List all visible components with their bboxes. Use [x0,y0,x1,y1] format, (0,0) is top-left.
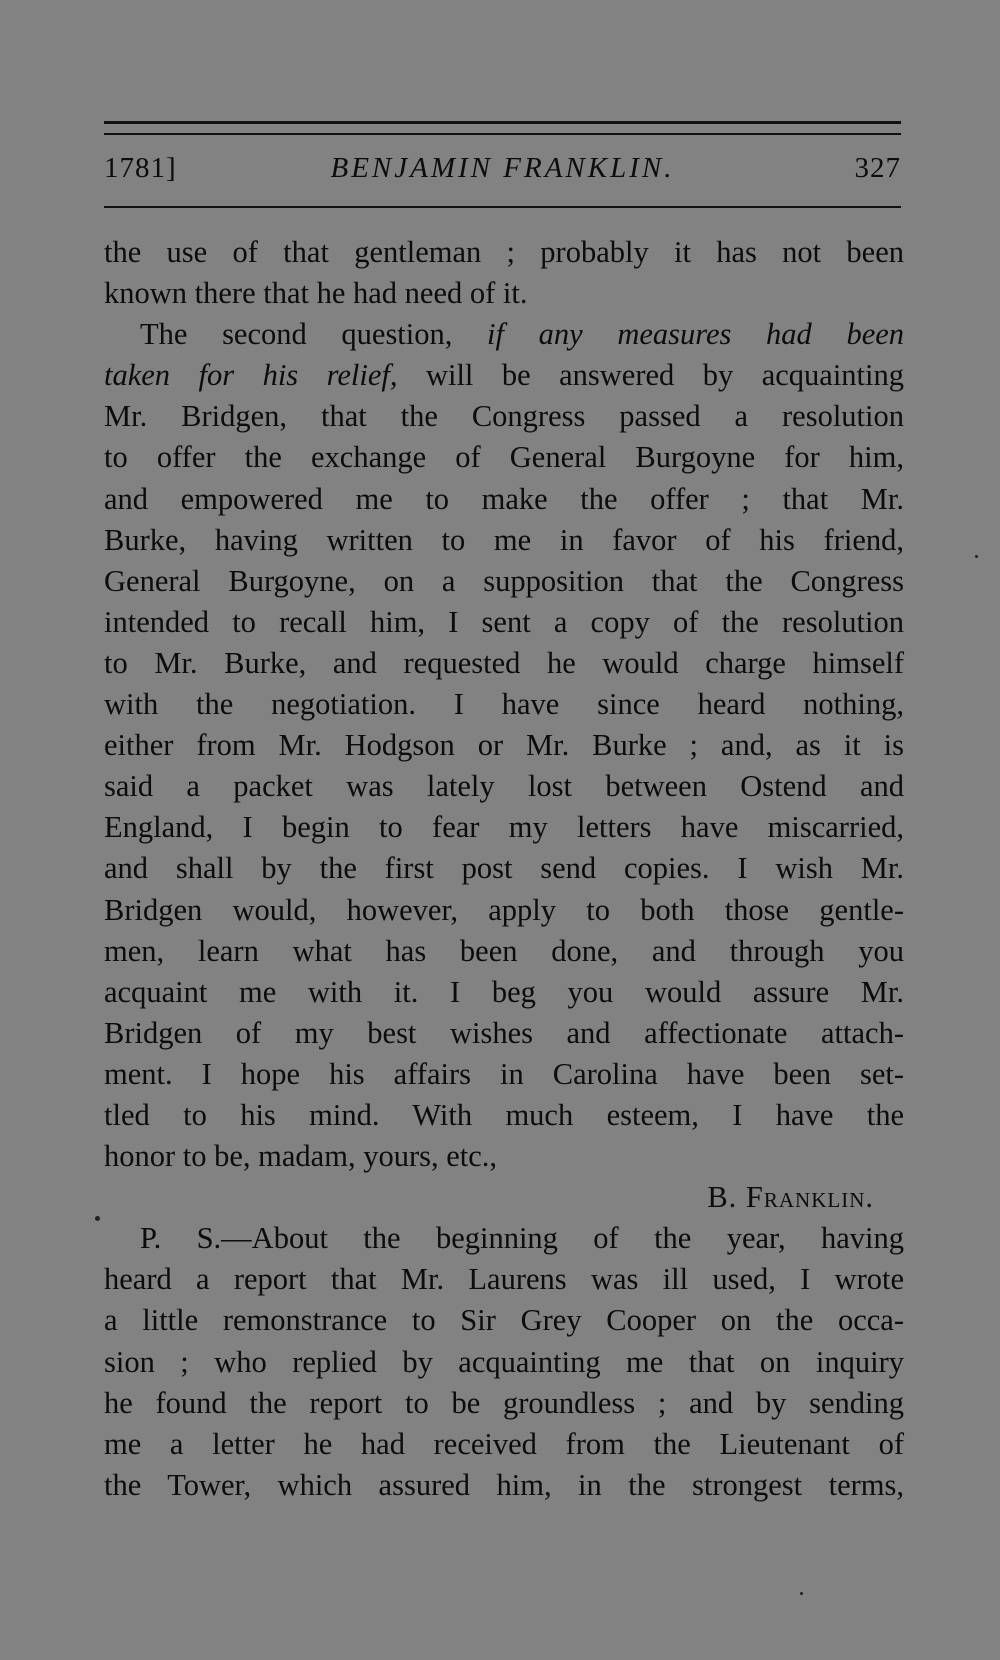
postscript-line: heard a report that Mr. Laurens was ill used, I wrote [104,1262,904,1297]
text-line: and shall by the first post send copies. I wish Mr. [104,851,904,886]
body-text [104,232,904,1506]
signature-name: B. Franklin. [707,1180,874,1215]
text-run: will be answered by acquainting [425,358,904,393]
text-line: tled to his mind. With much esteem, I have the [104,1097,904,1132]
running-head-title: BENJAMIN FRANKLIN. [330,152,675,184]
running-head-year: 1781] [104,152,177,184]
signature [104,1177,904,1218]
text-line: acquaint me with it. I beg you would assure Mr. [104,974,904,1009]
text-line: England, I begin to fear my letters have miscarried, [104,810,904,845]
ink-speck [800,1592,803,1595]
text-line: men, learn what has been done, and through you [104,933,904,968]
postscript-line: the Tower, which assured him, in the strongest terms, [104,1467,904,1502]
postscript-line: P. S.—About the beginning of the year, having [140,1221,904,1256]
text-line [104,355,904,396]
ink-speck [975,555,978,558]
header-rule [104,206,901,208]
postscript-line: he found the report to be groundless ; and by sending [104,1385,904,1420]
text-line [104,314,904,355]
ink-speck [95,1216,100,1221]
italic-quote: taken for his relief, [104,358,398,393]
text-line: ment. I hope his affairs in Carolina have been set- [104,1056,904,1091]
text-line: Bridgen of my best wishes and affectionate attach- [104,1015,904,1050]
text-line: either from Mr. Hodgson or Mr. Burke ; and, as it is [104,728,904,763]
postscript-line: sion ; who replied by acquainting me that on inquiry [104,1344,904,1379]
top-rule [104,121,901,124]
page-number: 327 [854,152,901,184]
text-line: General Burgoyne, on a supposition that the Congress [104,563,904,598]
text-line: Bridgen would, however, apply to both those gentle- [104,892,904,927]
text-run: The second question, [140,317,453,352]
text-line: and empowered me to make the offer ; that Mr. [104,481,904,516]
text-line: said a packet was lately lost between Ostend and [104,769,904,804]
italic-quote: if any measures had been [487,317,905,352]
text-line: Burke, having written to me in favor of his friend, [104,522,904,557]
text-line: to offer the exchange of General Burgoyne for him, [104,440,904,475]
text-line: the use of that gentleman ; probably it has not been [104,235,904,269]
text-line: known there that he had need of it. [104,276,528,311]
running-head [104,152,901,192]
postscript-line: a little remonstrance to Sir Grey Cooper on the occa- [104,1303,904,1338]
text-line: to Mr. Burke, and requested he would charge himself [104,645,904,680]
postscript-line: me a letter he had received from the Lieutenant of [104,1426,904,1461]
text-line: honor to be, madam, yours, etc., [104,1139,498,1174]
text-line: Mr. Bridgen, that the Congress passed a resolution [104,399,904,434]
text-line: intended to recall him, I sent a copy of the resolution [104,604,904,639]
text-line: with the negotiation. I have since heard nothing, [104,687,904,722]
top-rule-thin [104,133,901,135]
